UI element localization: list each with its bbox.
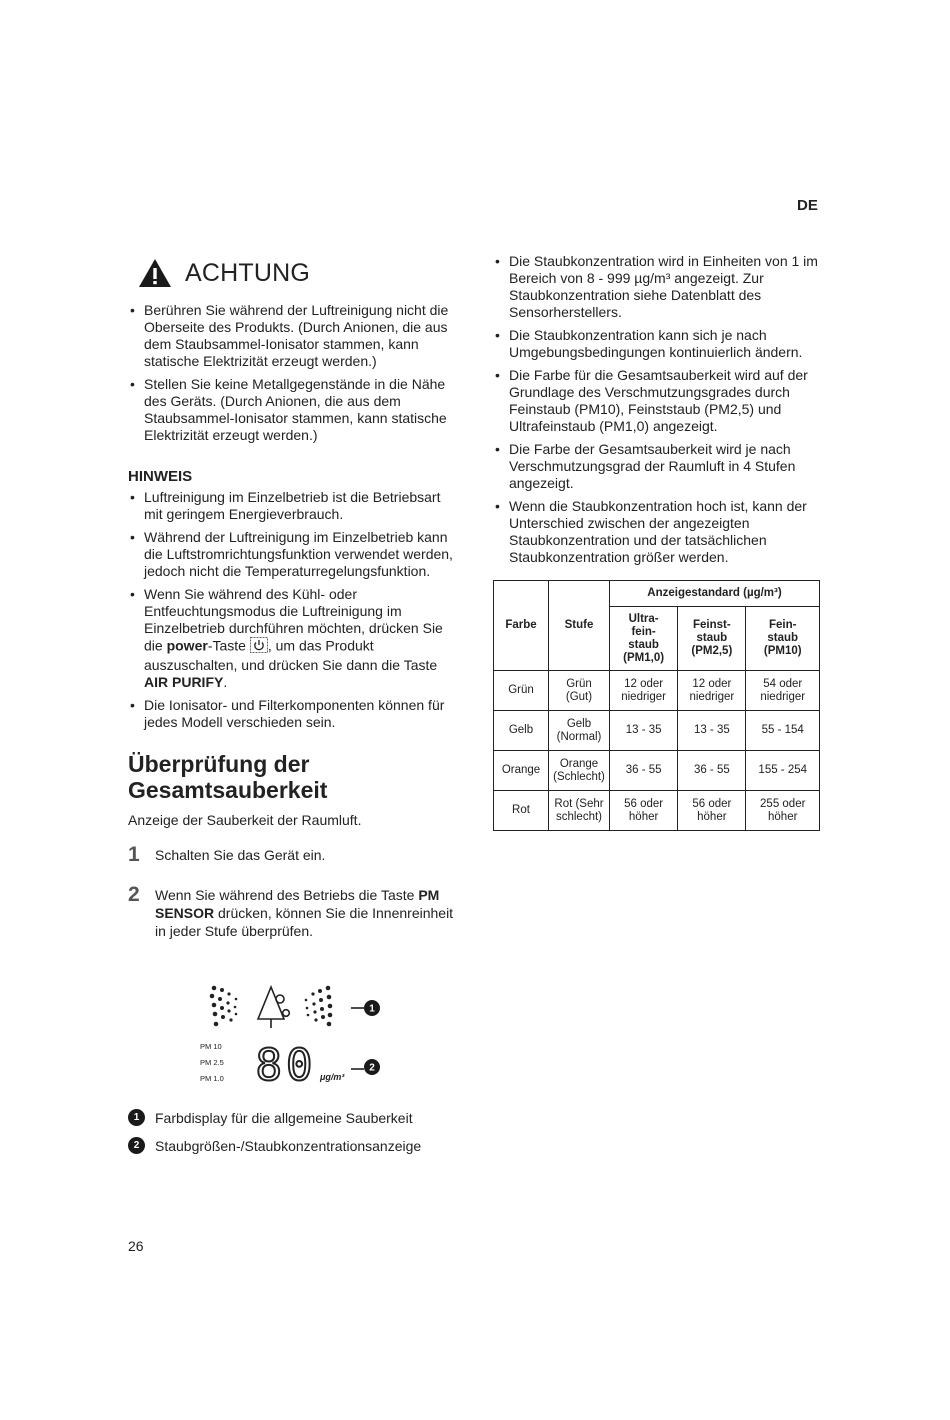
warning-icon <box>138 258 172 288</box>
cell-stufe: Rot (Sehr schlecht) <box>549 791 610 831</box>
cell-pm10: 255 oder höher <box>746 791 820 831</box>
header-pm10: Fein- staub (PM10) <box>746 607 820 671</box>
cell-pm10: 55 - 154 <box>746 711 820 751</box>
list-item: • Stellen Sie keine Metallgegenstände in die Nähe des Geräts. (Durch Anionen, die aus dem Staubsammel-Ionisator stammen, kann statische Elektrizität erzeugt werden.) <box>128 376 458 444</box>
cell-pm1: 36 - 55 <box>610 751 678 791</box>
cell-pm1: 13 - 35 <box>610 711 678 751</box>
list-item: • Wenn die Staubkonzentration hoch ist, kann der Unterschied zwischen der angezeigten Staubkonzentration und der tatsächlichen Staubkonzentration größer werden. <box>493 498 819 566</box>
right-column <box>493 253 819 831</box>
step-1 <box>128 844 458 866</box>
cell-pm10: 54 oder niedriger <box>746 671 820 711</box>
cell-stufe: Grün (Gut) <box>549 671 610 711</box>
digit-readout: 80 <box>255 1040 317 1088</box>
note-text: . <box>223 674 228 690</box>
step-2 <box>128 884 458 940</box>
step-text-part: drücken, können Sie die Innenreinheit in jeder Stufe überprüfen. <box>155 905 454 939</box>
table-row <box>494 711 820 751</box>
header-pm25: Feinst- staub (PM2,5) <box>678 607 746 671</box>
cell-stufe: Gelb (Normal) <box>549 711 610 751</box>
language-code: DE <box>797 197 818 214</box>
table-row <box>494 751 820 791</box>
cell-pm25: 12 oder niedriger <box>678 671 746 711</box>
cell-pm25: 36 - 55 <box>678 751 746 791</box>
unit-label: μg/m³ <box>320 1072 345 1082</box>
callout-2-label: 2 <box>369 1062 375 1074</box>
callout-1-label: 1 <box>369 1003 375 1015</box>
section-title-line: Überprüfung der <box>128 751 310 777</box>
note-title: HINWEIS <box>128 468 193 485</box>
warning-header <box>138 258 458 288</box>
table-row <box>494 791 820 831</box>
table-row <box>494 671 820 711</box>
header-stufe: Stufe <box>549 581 610 671</box>
pm1-label: PM 1.0 <box>200 1074 224 1083</box>
power-label: power <box>166 637 208 654</box>
legend-text: Farbdisplay für die allgemeine Sauberkeit <box>155 1109 413 1126</box>
step-text: Schalten Sie das Gerät ein. <box>155 847 326 863</box>
list-item: • Während der Luftreinigung im Einzelbetrieb kann die Luftstromrichtungsfunktion verwendet werden, jedoch nicht die Temperaturregelungsfunktion. <box>128 529 458 580</box>
cell-farbe: Orange <box>494 751 549 791</box>
air-purify-label: AIR PURIFY <box>144 674 224 690</box>
cell-farbe: Gelb <box>494 711 549 751</box>
cell-pm25: 13 - 35 <box>678 711 746 751</box>
list-item: • Die Staubkonzentration wird in Einheiten von 1 im Bereich von 8 - 999 µg/m³ angezeigt. Zur Staubkonzentration siehe Datenblatt des Sensorherstellers. <box>493 253 819 321</box>
list-item: • Berühren Sie während der Luftreinigung nicht die Oberseite des Produkts. (Durch Anionen, die aus dem Staubsammel-Ionisator stammen, kann statische Elektrizität erzeugt werden.) <box>128 302 458 370</box>
display-illustration <box>198 982 388 1088</box>
warning-title: ACHTUNG <box>185 258 311 287</box>
left-column <box>128 258 458 940</box>
pm10-label: PM 10 <box>200 1042 222 1051</box>
section-title <box>128 751 458 803</box>
section-intro: Anzeige der Sauberkeit der Raumluft. <box>128 812 362 828</box>
header-group: Anzeigestandard (µg/m³) <box>610 581 820 607</box>
cell-pm1: 12 oder niedriger <box>610 671 678 711</box>
legend-item-2 <box>128 1137 458 1154</box>
header-pm1: Ultra- fein- staub (PM1,0) <box>610 607 678 671</box>
page-number: 26 <box>128 1238 144 1254</box>
list-item: • Luftreinigung im Einzelbetrieb ist die Betriebsart mit geringem Energieverbrauch. <box>128 489 458 523</box>
cell-farbe: Grün <box>494 671 549 711</box>
dots-right-icon <box>305 986 333 1027</box>
note-text: Wenn Sie während des Kühl- oder Entfeuchtungsmodus die Luftreinigung im Einzelbetrieb durchführen möchten, drücken Sie die <box>144 586 443 654</box>
note-list <box>128 489 458 731</box>
power-icon <box>250 637 268 657</box>
legend-item-1 <box>128 1109 458 1126</box>
pm-sensor-label: PM SENSOR <box>155 887 440 921</box>
list-item: • Die Farbe für die Gesamtsauberkeit wird auf der Grundlage des Verschmutzungsgrades durch Feinstaub (PM10), Feinststaub (PM2,5) und Ultrafeinstaub (PM1,0) angezeigt. <box>493 367 819 435</box>
cell-pm10: 155 - 254 <box>746 751 820 791</box>
dots-left-icon <box>210 986 238 1027</box>
list-item: • Die Farbe der Gesamtsauberkeit wird je nach Verschmutzungsgrad der Raumluft in 4 Stufen angezeigt. <box>493 441 819 492</box>
step-number: 2 <box>128 883 140 906</box>
note-text: -Taste <box>207 637 250 654</box>
list-item: • Die Ionisator- und Filterkomponenten können für jedes Modell verschieden sein. <box>128 697 458 731</box>
info-list <box>493 253 819 566</box>
note-text: , um das Produkt auszuschalten, und drücken Sie dann die Taste <box>144 637 438 673</box>
cell-stufe: Orange (Schlecht) <box>549 751 610 791</box>
section-title-line: Gesamtsauberkeit <box>128 777 328 803</box>
list-item <box>128 586 458 691</box>
header-farbe: Farbe <box>494 581 549 671</box>
tree-icon <box>258 987 289 1028</box>
cell-pm25: 56 oder höher <box>678 791 746 831</box>
cell-farbe: Rot <box>494 791 549 831</box>
pm25-label: PM 2.5 <box>200 1058 224 1067</box>
cell-pm1: 56 oder höher <box>610 791 678 831</box>
pm-standard-table <box>493 580 820 831</box>
warning-list <box>128 302 458 444</box>
list-item: • Die Staubkonzentration kann sich je nach Umgebungsbedingungen kontinuierlich ändern. <box>493 327 819 361</box>
step-text <box>155 884 458 940</box>
step-number: 1 <box>128 843 140 866</box>
legend-text: Staubgrößen-/Staubkonzentrationsanzeige <box>155 1137 422 1154</box>
legend-number: 1 <box>128 1109 145 1126</box>
legend-number: 2 <box>128 1137 145 1154</box>
step-text-part: Wenn Sie während des Betriebs die Taste <box>155 887 419 903</box>
